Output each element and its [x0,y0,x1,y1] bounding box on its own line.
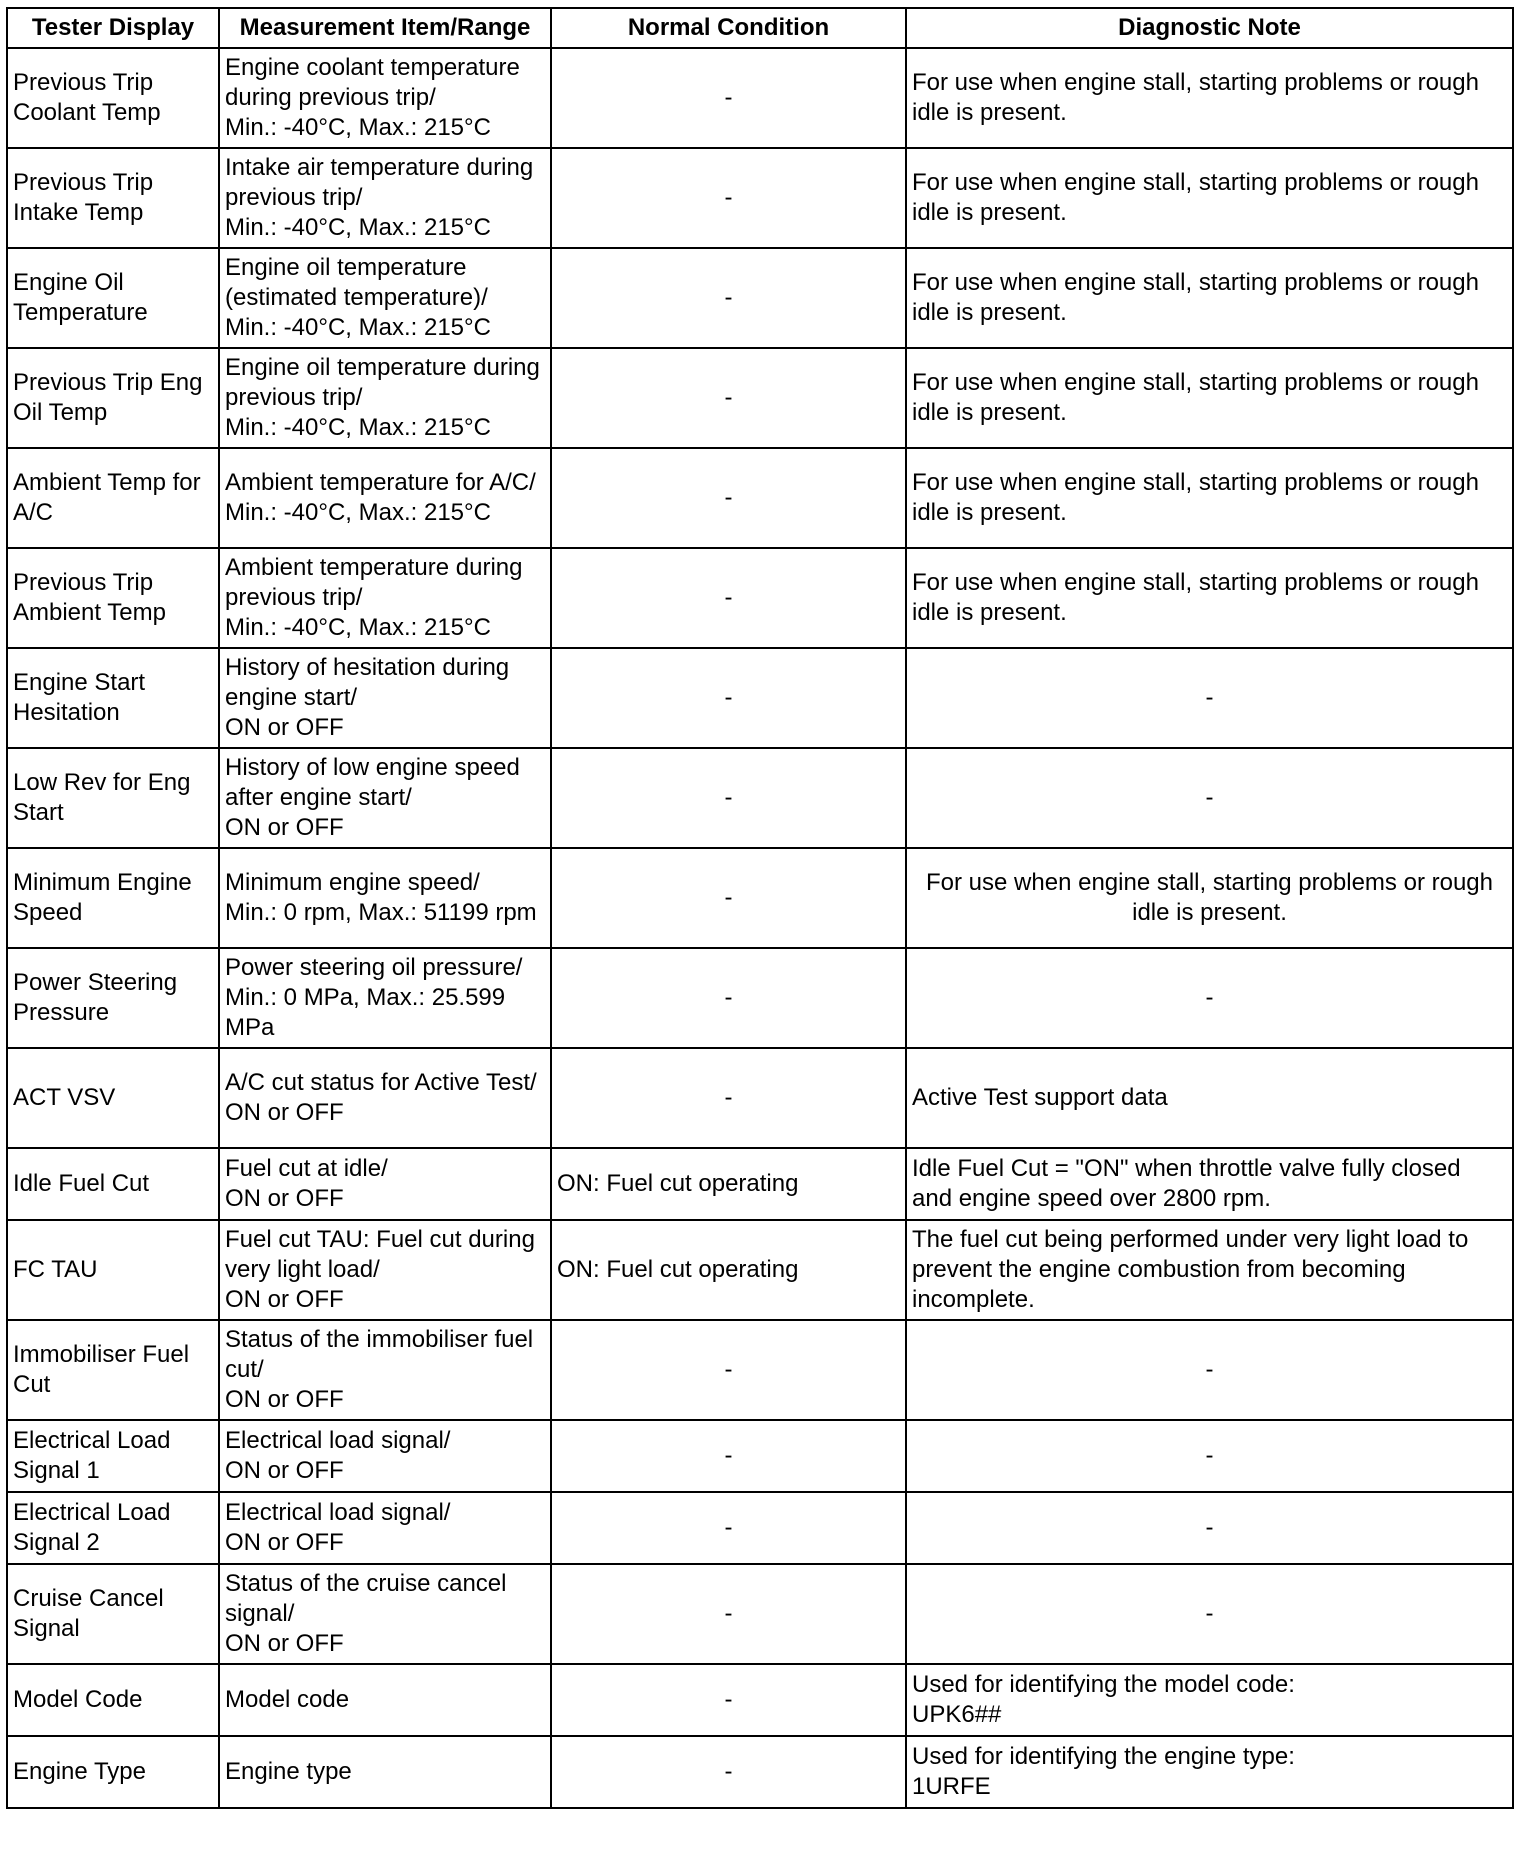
table-row [7,48,1513,148]
tester-display-cell: Minimum Engine Speed [7,848,219,948]
table-row [7,1220,1513,1320]
table-row [7,548,1513,648]
diagnostic-note-cell: Active Test support data [906,1048,1513,1148]
tester-display-cell: Model Code [7,1664,219,1736]
normal-condition-cell: - [551,1664,906,1736]
header-diagnostic-note: Diagnostic Note [906,8,1513,48]
diagnostic-note-cell: For use when engine stall, starting problems or rough idle is present. [906,48,1513,148]
normal-condition-cell: - [551,148,906,248]
diagnostic-note-cell: For use when engine stall, starting problems or rough idle is present. [906,848,1513,948]
normal-condition-cell: - [551,848,906,948]
measurement-cell: Engine type [219,1736,551,1808]
measurement-cell: Model code [219,1664,551,1736]
table-row [7,1492,1513,1564]
diagnostic-note-cell: For use when engine stall, starting problems or rough idle is present. [906,348,1513,448]
diagnostic-note-cell: - [906,1564,1513,1664]
diagnostic-note-cell: - [906,1492,1513,1564]
normal-condition-cell: - [551,948,906,1048]
normal-condition-cell: - [551,448,906,548]
table-row [7,448,1513,548]
normal-condition-cell: - [551,648,906,748]
normal-condition-cell: - [551,1564,906,1664]
diagnostic-note-cell: For use when engine stall, starting problems or rough idle is present. [906,248,1513,348]
measurement-cell: Electrical load signal/ ON or OFF [219,1420,551,1492]
measurement-cell: Engine coolant temperature during previous trip/ Min.: -40°C, Max.: 215°C [219,48,551,148]
diagnostic-note-cell: - [906,1320,1513,1420]
measurement-cell: History of low engine speed after engine start/ ON or OFF [219,748,551,848]
diagnostic-note-cell: - [906,748,1513,848]
normal-condition-cell: - [551,248,906,348]
normal-condition-cell: - [551,1492,906,1564]
tester-display-cell: Electrical Load Signal 2 [7,1492,219,1564]
normal-condition-cell: - [551,1420,906,1492]
table-row [7,1420,1513,1492]
tester-display-cell: Power Steering Pressure [7,948,219,1048]
table-row [7,1736,1513,1808]
tester-display-cell: FC TAU [7,1220,219,1320]
tester-display-cell: Electrical Load Signal 1 [7,1420,219,1492]
measurement-cell: Fuel cut TAU: Fuel cut during very light load/ ON or OFF [219,1220,551,1320]
diagnostic-note-cell: For use when engine stall, starting problems or rough idle is present. [906,148,1513,248]
diagnostic-note-cell: Idle Fuel Cut = "ON" when throttle valve fully closed and engine speed over 2800 rpm. [906,1148,1513,1220]
tester-display-cell: Idle Fuel Cut [7,1148,219,1220]
tester-display-cell: ACT VSV [7,1048,219,1148]
table-row [7,648,1513,748]
measurement-cell: Power steering oil pressure/ Min.: 0 MPa, Max.: 25.599 MPa [219,948,551,1048]
tester-display-cell: Cruise Cancel Signal [7,1564,219,1664]
normal-condition-cell: - [551,1048,906,1148]
table-row [7,1564,1513,1664]
header-row [7,8,1513,48]
header-normal-condition: Normal Condition [551,8,906,48]
normal-condition-cell: ON: Fuel cut operating [551,1220,906,1320]
tester-display-cell: Previous Trip Eng Oil Temp [7,348,219,448]
measurement-cell: Ambient temperature for A/C/ Min.: -40°C, Max.: 215°C [219,448,551,548]
tester-display-cell: Engine Start Hesitation [7,648,219,748]
data-list-page [6,7,1514,1809]
tester-display-cell: Previous Trip Intake Temp [7,148,219,248]
measurement-cell: Engine oil temperature (estimated temperature)/ Min.: -40°C, Max.: 215°C [219,248,551,348]
tester-display-cell: Engine Type [7,1736,219,1808]
data-list-table [6,7,1514,1809]
diagnostic-note-cell: - [906,648,1513,748]
table-row [7,948,1513,1048]
diagnostic-note-cell: - [906,1420,1513,1492]
table-row [7,148,1513,248]
normal-condition-cell: - [551,348,906,448]
measurement-cell: History of hesitation during engine start/ ON or OFF [219,648,551,748]
normal-condition-cell: - [551,748,906,848]
tester-display-cell: Low Rev for Eng Start [7,748,219,848]
tester-display-cell: Ambient Temp for A/C [7,448,219,548]
measurement-cell: Status of the immobiliser fuel cut/ ON or OFF [219,1320,551,1420]
measurement-cell: Engine oil temperature during previous trip/ Min.: -40°C, Max.: 215°C [219,348,551,448]
diagnostic-note-cell: For use when engine stall, starting problems or rough idle is present. [906,448,1513,548]
table-row [7,1664,1513,1736]
table-header [7,8,1513,48]
measurement-cell: Intake air temperature during previous trip/ Min.: -40°C, Max.: 215°C [219,148,551,248]
normal-condition-cell: ON: Fuel cut operating [551,1148,906,1220]
diagnostic-note-cell: - [906,948,1513,1048]
normal-condition-cell: - [551,1320,906,1420]
measurement-cell: Status of the cruise cancel signal/ ON or OFF [219,1564,551,1664]
measurement-cell: A/C cut status for Active Test/ ON or OFF [219,1048,551,1148]
measurement-cell: Minimum engine speed/ Min.: 0 rpm, Max.: 51199 rpm [219,848,551,948]
measurement-cell: Electrical load signal/ ON or OFF [219,1492,551,1564]
diagnostic-note-cell: For use when engine stall, starting problems or rough idle is present. [906,548,1513,648]
measurement-cell: Ambient temperature during previous trip/ Min.: -40°C, Max.: 215°C [219,548,551,648]
tester-display-cell: Engine Oil Temperature [7,248,219,348]
table-row [7,748,1513,848]
tester-display-cell: Previous Trip Coolant Temp [7,48,219,148]
table-row [7,348,1513,448]
header-measurement-item: Measurement Item/Range [219,8,551,48]
tester-display-cell: Immobiliser Fuel Cut [7,1320,219,1420]
table-row [7,248,1513,348]
table-row [7,1148,1513,1220]
table-row [7,1320,1513,1420]
normal-condition-cell: - [551,1736,906,1808]
table-row [7,1048,1513,1148]
diagnostic-note-cell: Used for identifying the model code: UPK6## [906,1664,1513,1736]
tester-display-cell: Previous Trip Ambient Temp [7,548,219,648]
measurement-cell: Fuel cut at idle/ ON or OFF [219,1148,551,1220]
table-body [7,48,1513,1808]
normal-condition-cell: - [551,48,906,148]
diagnostic-note-cell: Used for identifying the engine type: 1URFE [906,1736,1513,1808]
diagnostic-note-cell: The fuel cut being performed under very light load to prevent the engine combustion from becoming incomplete. [906,1220,1513,1320]
normal-condition-cell: - [551,548,906,648]
table-row [7,848,1513,948]
header-tester-display: Tester Display [7,8,219,48]
